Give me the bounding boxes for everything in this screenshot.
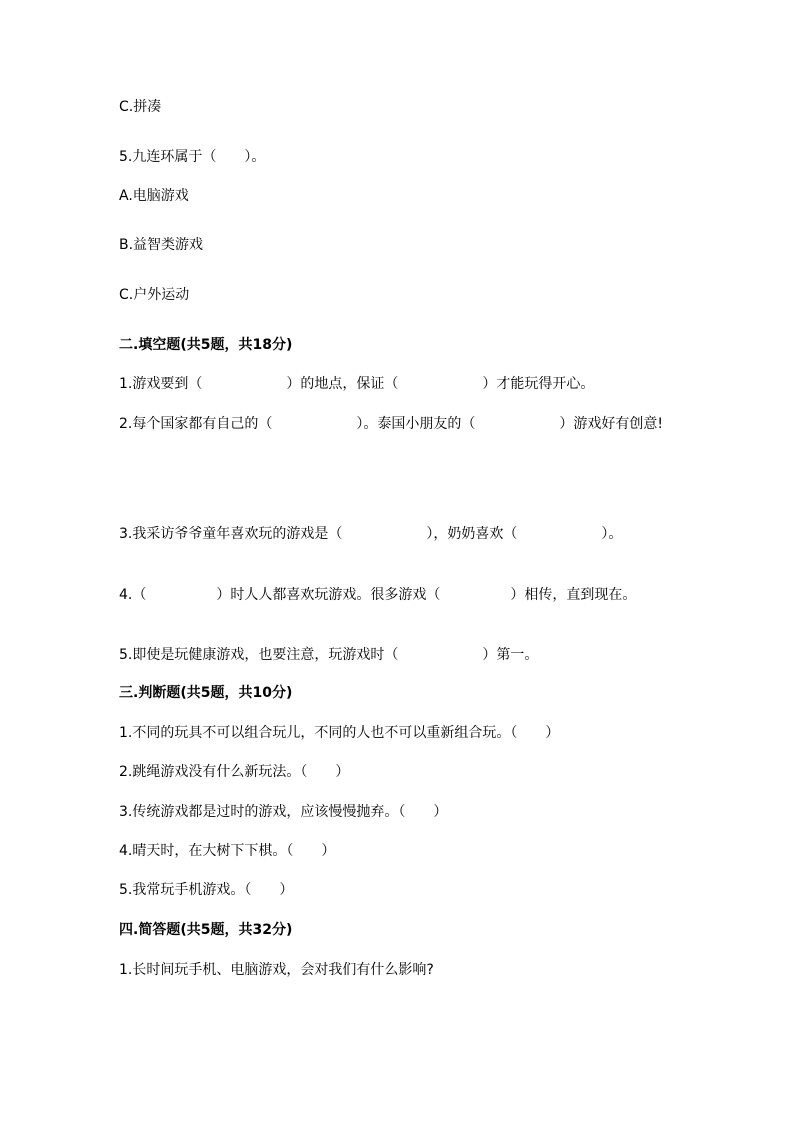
fill-blank-item-1: 1.游戏要到（ ）的地点，保证（ ）才能玩得开心。 (119, 376, 595, 392)
fill-blank-item-5: 5.即使是玩健康游戏，也要注意，玩游戏时（ ）第一。 (119, 647, 539, 663)
section-3-heading: 三.判断题(共5题，共10分) (119, 685, 293, 701)
judgment-item-5: 5.我常玩手机游戏。（ ） (119, 882, 294, 898)
question-5-text: 5.九连环属于（ ）。 (119, 149, 266, 165)
judgment-item-2: 2.跳绳游戏没有什么新玩法。（ ） (119, 764, 350, 780)
question-5-option-a: A.电脑游戏 (119, 188, 189, 204)
fill-blank-item-3: 3.我采访爷爷童年喜欢玩的游戏是（ ），奶奶喜欢（ ）。 (119, 526, 623, 542)
judgment-item-1: 1.不同的玩具不可以组合玩儿，不同的人也不可以重新组合玩。（ ） (119, 725, 560, 741)
question-5-option-b: B.益智类游戏 (119, 237, 204, 253)
question-5-option-c: C.户外运动 (119, 287, 190, 303)
fill-blank-item-4: 4.（ ）时人人都喜欢玩游戏。很多游戏（ ）相传，直到现在。 (119, 587, 637, 603)
section-2-heading: 二.填空题(共5题，共18分) (119, 337, 293, 353)
question-4-option-c: C.拼凑 (119, 99, 162, 115)
judgment-item-3: 3.传统游戏都是过时的游戏，应该慢慢抛弃。（ ） (119, 804, 448, 820)
fill-blank-item-2: 2.每个国家都有自己的（ ）。泰国小朋友的（ ）游戏好有创意! (119, 416, 663, 432)
section-4-heading: 四.简答题(共5题，共32分) (119, 922, 293, 938)
short-answer-item-1: 1.长时间玩手机、电脑游戏，会对我们有什么影响? (119, 962, 434, 978)
judgment-item-4: 4.晴天时，在大树下下棋。（ ） (119, 843, 336, 859)
